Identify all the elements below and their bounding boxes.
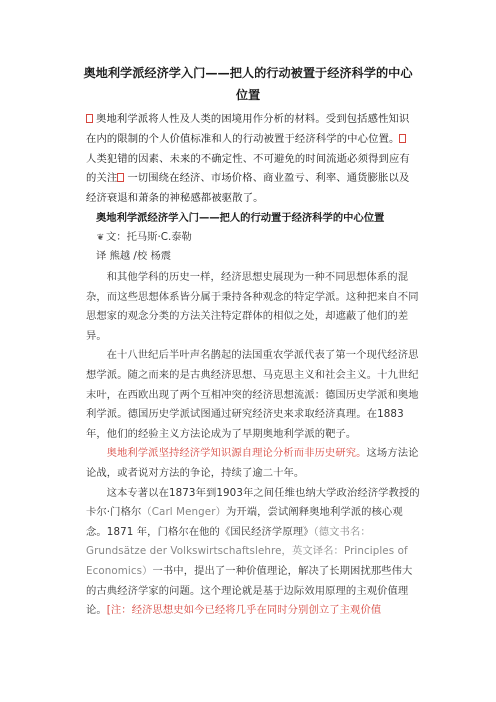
body-text: 这场方法论论战，或者说对方法的争论，持续了逾二十年。 <box>86 447 419 479</box>
missing-glyph-icon <box>399 134 406 143</box>
missing-glyph-icon <box>86 114 93 123</box>
book-title-note: （德文书名：Grundsätze der Volkswirtschaftslehre，英文译名：Principles of Economics） <box>86 525 408 577</box>
abstract-text-1: 奥地利学派将人性及人类的困境用作分析的材料。受到包括感性知识在内的限制的个人价值标准和人的行动被置于经济科学的中心位置。 <box>86 113 410 145</box>
abstract-paragraph <box>86 110 416 209</box>
article-body <box>86 268 421 621</box>
body-text: 这本专著以在1873年到1903年之间任维也纳大学政治经济学教授的卡尔·门格尔 <box>86 486 420 519</box>
body-text: 为开端，尝试阐释奥地利学派的核心观念。1871 年，门格尔在他的《国民经济学原理》 <box>86 506 403 538</box>
abstract-text-2: 人类犯错的因素、未来的不确定性、不可避免的时间流逝必须得到应有的关注 <box>86 152 410 185</box>
body-paragraph: 和其他学科的历史一样，经济思想史展现为一种不同思想体系的混杂，而这些思想体系皆分属于秉持各种观念的特定学派。这种把来自不同思想家的观念分类的方法关注特定群体的相似之处，却遮蔽了他们的差异。 <box>86 271 419 342</box>
document-title: 奥地利学派经济学入门——把人的行动被置于经济科学的中心位置 <box>83 66 413 102</box>
author-line <box>96 228 192 247</box>
body-text: 一书中，提出了一种价值理论，解决了长期困扰那些伟大的古典经济学家的问题。这个理论就是基于边际效用原理的主观价值理论。 <box>86 564 413 617</box>
body-paragraph <box>86 484 421 621</box>
body-paragraph: 在十八世纪后半叶声名鹊起的法国重农学派代表了第一个现代经济思想学派。随之而来的是古典经济思想、马克思主义和社会主义。十九世纪末叶，在西欧出现了两个互相冲突的经济思想流派：德国历史学派和奥地利学派。德国历史学派试图通过研究经济史来求取经济真理。在1883年，他们的经验主义方法论成为了早期奥地利学派的靶子。 <box>86 349 419 440</box>
article-subtitle: 奥地利学派经济学入门——把人的行动置于经济科学的中心位置 <box>96 212 385 224</box>
author-text: 文：托马斯·C.泰勒 <box>106 231 192 243</box>
footnote-text: [注：经济思想史如今已经将几乎在同时分别创立了主观价值 <box>106 604 382 617</box>
body-paragraph <box>86 444 421 483</box>
missing-glyph-icon <box>117 173 124 182</box>
flower-bullet-icon: ❦ <box>96 233 105 243</box>
abstract-text-3: 一切围绕在经济、市场价格、商业盈亏、利率、通货膨胀以及经济衰退和萧条的神秘感都被驱散了。 <box>86 172 410 205</box>
translator-line: 译 熊越 /校 杨震 <box>96 250 172 262</box>
english-name: （Carl Menger） <box>141 506 226 519</box>
highlighted-sentence: 奥地利学派坚持经济学知识源自理论分析而非历史研究。 <box>106 447 367 460</box>
